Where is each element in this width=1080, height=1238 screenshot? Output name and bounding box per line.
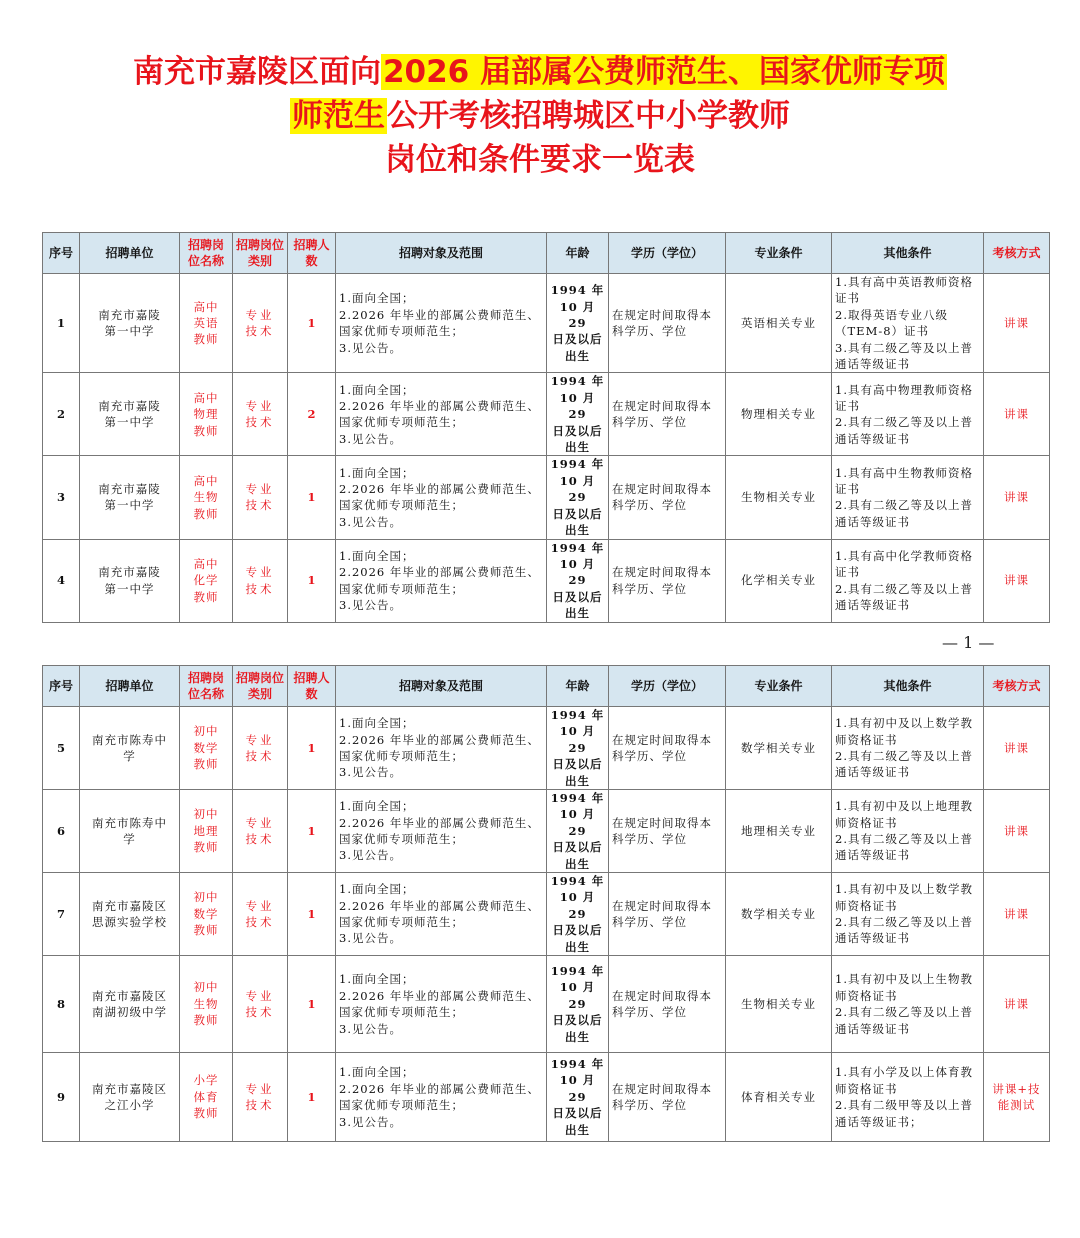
cell-count: 1	[288, 539, 336, 622]
table-row	[43, 274, 1050, 373]
document-title	[0, 50, 1080, 182]
col-post-name: 招聘岗位名称	[180, 666, 233, 707]
cell-seq: 6	[43, 790, 80, 873]
col-target: 招聘对象及范围	[336, 233, 547, 274]
title-line-1	[0, 50, 1080, 94]
cell-major: 体育相关专业	[726, 1053, 832, 1142]
cell-exam: 讲课	[984, 456, 1050, 539]
cell-count: 1	[288, 873, 336, 956]
cell-post: 初中 生物 教师	[180, 956, 233, 1053]
table-row	[43, 1053, 1050, 1142]
cell-target: 1.面向全国； 2.2026 年毕业的部属公费师范生、国家优师专项师范生； 3.见公告。	[336, 790, 547, 873]
cell-age: 1994 年 10 月 29 日及以后 出生	[547, 873, 609, 956]
cell-age: 1994 年 10 月 29 日及以后 出生	[547, 373, 609, 456]
table-row	[43, 790, 1050, 873]
cell-seq: 8	[43, 956, 80, 1053]
title-line-2	[0, 94, 1080, 138]
cell-target: 1.面向全国； 2.2026 年毕业的部属公费师范生、国家优师专项师范生； 3.见公告。	[336, 1053, 547, 1142]
cell-exam: 讲课	[984, 274, 1050, 373]
cell-edu: 在规定时间取得本科学历、学位	[609, 707, 726, 790]
cell-type: 专业 技术	[233, 373, 288, 456]
title-line-3: 岗位和条件要求一览表	[385, 142, 695, 178]
table-row	[43, 956, 1050, 1053]
col-other: 其他条件	[832, 233, 984, 274]
cell-type: 专业 技术	[233, 956, 288, 1053]
title-line-1-highlight: 2026 届部属公费师范生、国家优师专项	[382, 54, 946, 90]
cell-post: 高中 物理 教师	[180, 373, 233, 456]
cell-post: 初中 数学 教师	[180, 873, 233, 956]
cell-exam: 讲课	[984, 956, 1050, 1053]
col-unit: 招聘单位	[80, 666, 180, 707]
cell-age: 1994 年 10 月 29 日及以后 出生	[547, 707, 609, 790]
cell-target: 1.面向全国； 2.2026 年毕业的部属公费师范生、国家优师专项师范生； 3.见公告。	[336, 456, 547, 539]
col-other: 其他条件	[832, 666, 984, 707]
cell-count: 1	[288, 274, 336, 373]
cell-age: 1994 年 10 月 29 日及以后 出生	[547, 956, 609, 1053]
cell-major: 数学相关专业	[726, 707, 832, 790]
cell-edu: 在规定时间取得本科学历、学位	[609, 373, 726, 456]
cell-type: 专业 技术	[233, 1053, 288, 1142]
cell-seq: 4	[43, 539, 80, 622]
cell-exam: 讲课+技能测试	[984, 1053, 1050, 1142]
col-count: 招聘人数	[288, 233, 336, 274]
cell-other: 1.具有高中化学教师资格证书 2.具有二级乙等及以上普通话等级证书	[832, 539, 984, 622]
cell-major: 英语相关专业	[726, 274, 832, 373]
cell-post: 初中 数学 教师	[180, 707, 233, 790]
col-major: 专业条件	[726, 666, 832, 707]
cell-count: 1	[288, 1053, 336, 1142]
cell-exam: 讲课	[984, 707, 1050, 790]
cell-target: 1.面向全国； 2.2026 年毕业的部属公费师范生、国家优师专项师范生； 3.见公告。	[336, 274, 547, 373]
table-row	[43, 539, 1050, 622]
cell-major: 数学相关专业	[726, 873, 832, 956]
title-line-1-a: 南充市嘉陵区面向	[132, 54, 381, 90]
cell-target: 1.面向全国； 2.2026 年毕业的部属公费师范生、国家优师专项师范生； 3.见公告。	[336, 873, 547, 956]
cell-post: 高中 化学 教师	[180, 539, 233, 622]
title-line-2-rest: 公开考核招聘城区中小学教师	[387, 98, 790, 134]
cell-major: 物理相关专业	[726, 373, 832, 456]
recruitment-table-page-2	[42, 665, 1050, 1142]
cell-unit: 南充市陈寿中 学	[80, 790, 180, 873]
cell-unit: 南充市嘉陵 第一中学	[80, 373, 180, 456]
cell-target: 1.面向全国； 2.2026 年毕业的部属公费师范生、国家优师专项师范生； 3.见公告。	[336, 539, 547, 622]
col-edu: 学历（学位）	[609, 233, 726, 274]
cell-count: 2	[288, 373, 336, 456]
cell-other: 1.具有高中生物教师资格证书 2.具有二级乙等及以上普通话等级证书	[832, 456, 984, 539]
cell-unit: 南充市嘉陵 第一中学	[80, 274, 180, 373]
cell-seq: 9	[43, 1053, 80, 1142]
cell-type: 专业 技术	[233, 707, 288, 790]
col-seq: 序号	[43, 666, 80, 707]
recruitment-table-page-1	[42, 232, 1050, 623]
cell-other: 1.具有高中英语教师资格证书 2.取得英语专业八级（TEM-8）证书 3.具有二级乙等及以上普通话等级证书	[832, 274, 984, 373]
col-major: 专业条件	[726, 233, 832, 274]
cell-exam: 讲课	[984, 539, 1050, 622]
cell-type: 专业 技术	[233, 456, 288, 539]
cell-unit: 南充市嘉陵 第一中学	[80, 539, 180, 622]
cell-post: 高中 英语 教师	[180, 274, 233, 373]
cell-unit: 南充市嘉陵区 南湖初级中学	[80, 956, 180, 1053]
cell-other: 1.具有初中及以上生物教师资格证书 2.具有二级乙等及以上普通话等级证书	[832, 956, 984, 1053]
col-age: 年龄	[547, 233, 609, 274]
table-row	[43, 456, 1050, 539]
cell-edu: 在规定时间取得本科学历、学位	[609, 790, 726, 873]
cell-other: 1.具有初中及以上数学教师资格证书 2.具有二级乙等及以上普通话等级证书	[832, 873, 984, 956]
page-number: — 1 —	[942, 633, 995, 652]
col-exam: 考核方式	[984, 233, 1050, 274]
col-count: 招聘人数	[288, 666, 336, 707]
cell-edu: 在规定时间取得本科学历、学位	[609, 873, 726, 956]
cell-other: 1.具有初中及以上数学教师资格证书 2.具有二级乙等及以上普通话等级证书	[832, 707, 984, 790]
table-row	[43, 707, 1050, 790]
cell-count: 1	[288, 790, 336, 873]
cell-major: 化学相关专业	[726, 539, 832, 622]
table-row	[43, 373, 1050, 456]
col-age: 年龄	[547, 666, 609, 707]
title-line-2-highlight: 师范生	[292, 98, 385, 134]
cell-other: 1.具有小学及以上体育教师资格证书 2.具有二级甲等及以上普通话等级证书；	[832, 1053, 984, 1142]
col-unit: 招聘单位	[80, 233, 180, 274]
col-edu: 学历（学位）	[609, 666, 726, 707]
cell-exam: 讲课	[984, 790, 1050, 873]
col-seq: 序号	[43, 233, 80, 274]
cell-target: 1.面向全国； 2.2026 年毕业的部属公费师范生、国家优师专项师范生； 3.见公告。	[336, 373, 547, 456]
table-header-row	[43, 233, 1050, 274]
cell-edu: 在规定时间取得本科学历、学位	[609, 274, 726, 373]
cell-major: 地理相关专业	[726, 790, 832, 873]
cell-count: 1	[288, 456, 336, 539]
col-post-type: 招聘岗位类别	[233, 666, 288, 707]
cell-age: 1994 年 10 月 29 日及以后 出生	[547, 1053, 609, 1142]
cell-seq: 2	[43, 373, 80, 456]
cell-type: 专业 技术	[233, 873, 288, 956]
cell-edu: 在规定时间取得本科学历、学位	[609, 956, 726, 1053]
table-row	[43, 873, 1050, 956]
cell-post: 初中 地理 教师	[180, 790, 233, 873]
cell-unit: 南充市嘉陵区 之江小学	[80, 1053, 180, 1142]
cell-exam: 讲课	[984, 873, 1050, 956]
cell-count: 1	[288, 707, 336, 790]
cell-seq: 5	[43, 707, 80, 790]
col-post-name: 招聘岗位名称	[180, 233, 233, 274]
cell-age: 1994 年 10 月 29 日及以后 出生	[547, 790, 609, 873]
col-target: 招聘对象及范围	[336, 666, 547, 707]
cell-type: 专业 技术	[233, 790, 288, 873]
cell-seq: 1	[43, 274, 80, 373]
cell-seq: 3	[43, 456, 80, 539]
cell-age: 1994 年 10 月 29 日及以后 出生	[547, 456, 609, 539]
cell-other: 1.具有高中物理教师资格证书 2.具有二级乙等及以上普通话等级证书	[832, 373, 984, 456]
col-exam: 考核方式	[984, 666, 1050, 707]
cell-unit: 南充市陈寿中 学	[80, 707, 180, 790]
cell-post: 高中 生物 教师	[180, 456, 233, 539]
cell-edu: 在规定时间取得本科学历、学位	[609, 1053, 726, 1142]
cell-count: 1	[288, 956, 336, 1053]
cell-major: 生物相关专业	[726, 956, 832, 1053]
cell-edu: 在规定时间取得本科学历、学位	[609, 456, 726, 539]
cell-edu: 在规定时间取得本科学历、学位	[609, 539, 726, 622]
cell-seq: 7	[43, 873, 80, 956]
cell-target: 1.面向全国； 2.2026 年毕业的部属公费师范生、国家优师专项师范生； 3.见公告。	[336, 707, 547, 790]
cell-age: 1994 年 10 月 29 日及以后 出生	[547, 274, 609, 373]
cell-unit: 南充市嘉陵区 思源实验学校	[80, 873, 180, 956]
cell-unit: 南充市嘉陵 第一中学	[80, 456, 180, 539]
cell-post: 小学 体育 教师	[180, 1053, 233, 1142]
cell-type: 专业 技术	[233, 274, 288, 373]
cell-other: 1.具有初中及以上地理教师资格证书 2.具有二级乙等及以上普通话等级证书	[832, 790, 984, 873]
cell-age: 1994 年 10 月 29 日及以后 出生	[547, 539, 609, 622]
cell-type: 专业 技术	[233, 539, 288, 622]
cell-target: 1.面向全国； 2.2026 年毕业的部属公费师范生、国家优师专项师范生； 3.见公告。	[336, 956, 547, 1053]
table-header-row	[43, 666, 1050, 707]
cell-exam: 讲课	[984, 373, 1050, 456]
col-post-type: 招聘岗位类别	[233, 233, 288, 274]
cell-major: 生物相关专业	[726, 456, 832, 539]
